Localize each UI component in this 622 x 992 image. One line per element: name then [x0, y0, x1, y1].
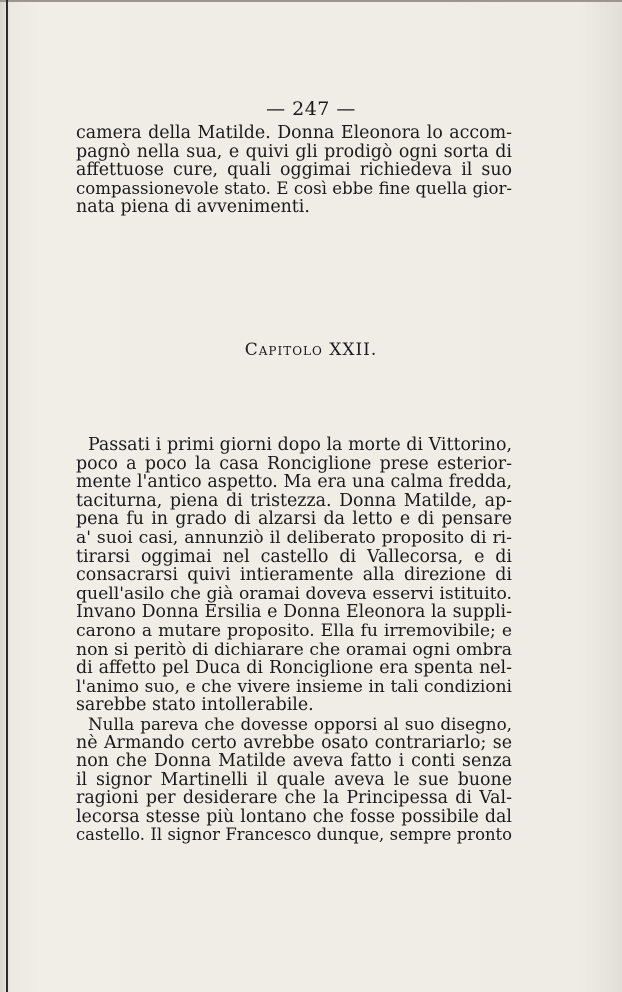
continued-paragraph: [76, 124, 512, 217]
page-top-edge: [0, 0, 622, 2]
chapter-heading-text: Capitolo XXII.: [244, 340, 378, 360]
text-line: non che Donna Matilde aveva fatto i conti senza: [76, 752, 512, 771]
text-line: pena fu in grado di alzarsi da letto e di pensare: [76, 510, 512, 529]
chapter-heading: [0, 340, 622, 360]
text-line: quell'asilo che già oramai doveva esservi istituito.: [76, 584, 512, 604]
text-line: l'animo suo, e che vivere insieme in tali condizioni: [76, 677, 512, 697]
text-line: non si peritò di dichiarare che oramai ogni ombra: [76, 640, 512, 660]
text-line: castello. Il signor Francesco dunque, sempre pronto: [76, 826, 512, 845]
text-line: a' suoi casi, annunziò il deliberato proposito di ri-: [76, 528, 512, 548]
text-line: nè Armando certo avrebbe osato contrariarlo; se: [76, 733, 512, 753]
text-line: mente l'antico aspetto. Ma era una calma fredda,: [76, 473, 512, 492]
text-line: camera della Matilde. Donna Eleonora lo accom-: [76, 124, 512, 143]
text-line: affettuose cure, quali oggimai richiedeva il suo: [76, 161, 512, 180]
text-line: nata piena di avvenimenti.: [76, 198, 310, 217]
text-line: di affetto pel Duca di Ronciglione era spenta nel-: [76, 659, 512, 678]
page-binding-edge: [6, 0, 8, 992]
text-line: Nulla pareva che dovesse opporsi al suo disegno,: [88, 714, 512, 734]
text-line: compassionevole stato. E così ebbe fine quella gior-: [76, 179, 512, 198]
text-line: il signor Martinelli il quale aveva le sue buone: [76, 770, 512, 790]
text-line: ragioni per desiderare che la Principessa di Val-: [76, 789, 512, 808]
page-number: — 247 —: [266, 98, 356, 120]
text-line: carono a mutare proposito. Ella fu irremovibile; e: [76, 621, 512, 641]
text-line: Invano Donna Ersilia e Donna Eleonora la suppli-: [76, 603, 512, 622]
text-line: Passati i primi giorni dopo la morte di Vittorino,: [88, 436, 512, 455]
text-line: poco a poco la casa Ronciglione prese esterior-: [76, 454, 512, 474]
text-line: taciturna, piena di tristezza. Donna Matilde, ap-: [76, 491, 512, 511]
chapter-body: [76, 436, 512, 845]
text-line: pagnò nella sua, e quivi gli prodigò ogni sorta di: [76, 142, 512, 162]
text-line: consacrarsi quivi intieramente alla direzione di: [76, 566, 512, 585]
text-line: tirarsi oggimai nel castello di Vallecorsa, e di: [76, 547, 512, 567]
text-line: lecorsa stesse più lontano che fosse possibile dal: [76, 807, 512, 827]
text-line: sarebbe stato intollerabile.: [76, 696, 314, 715]
